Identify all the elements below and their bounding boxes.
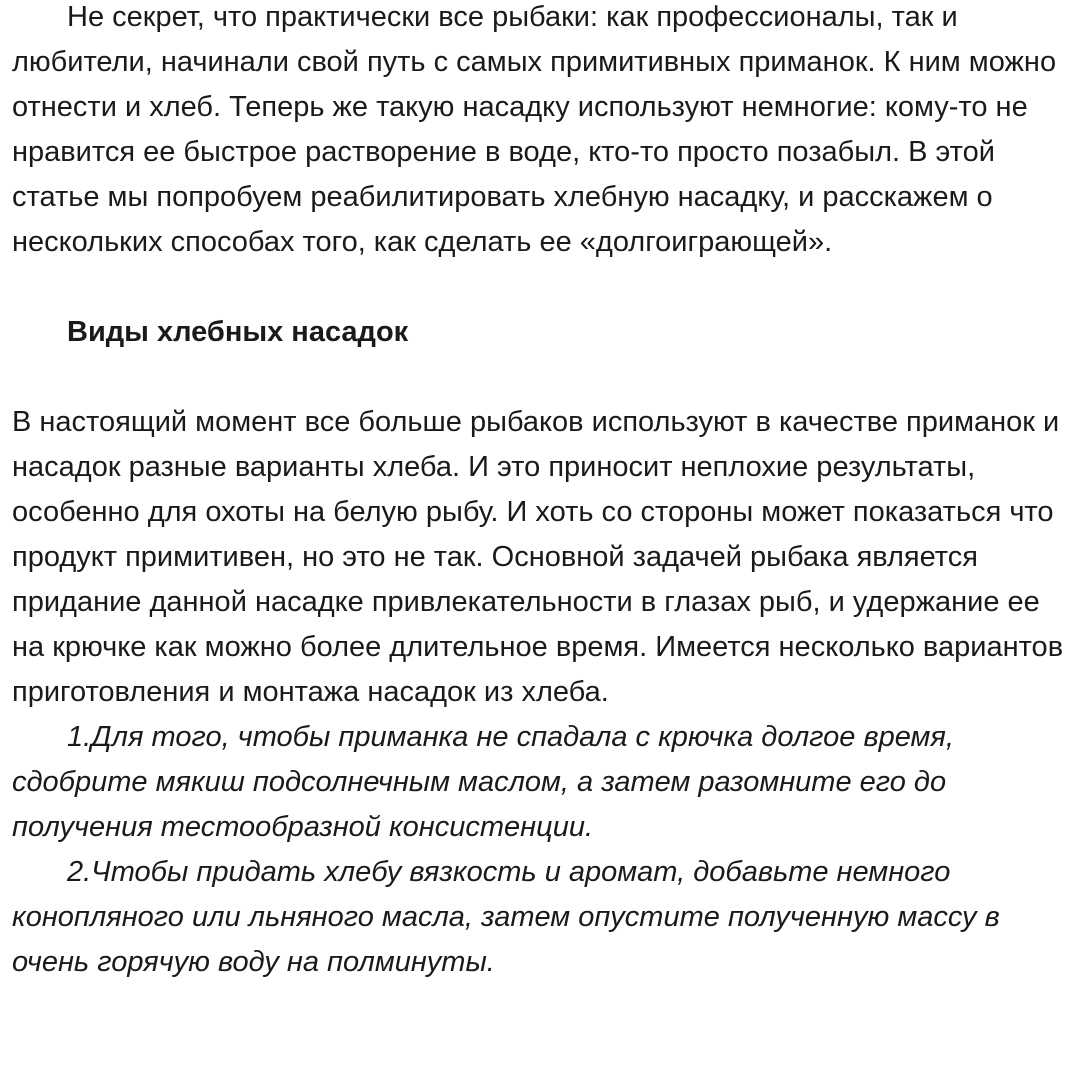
intro-paragraph: Не секрет, что практически все рыбаки: как профессионалы, так и любители, начинали свой путь с самых примитивных приманок. К ним можно отнести и хлеб. Теперь же такую насадку используют немногие: кому-то не нравится ее быстрое растворение в воде, кто-то просто позабыл. В этой статье мы попробуем реабилитировать хлебную насадку, и расскажем о нескольких способах того, как сделать ее «долгоиграющей». (12, 1, 1057, 258)
tip-item: 1.Для того, чтобы приманка не спадала с крючка долгое время, сдобрите мякиш подсолнечным маслом, а затем разомните его до получения тестообразной консистенции. (12, 721, 954, 843)
section-heading: Виды хлебных насадок (67, 316, 409, 348)
tip-item: 2.Чтобы придать хлебу вязкость и аромат, добавьте немного конопляного или льняного масла, затем опустите полученную массу в очень горячую воду на полминуты. (12, 856, 1000, 978)
section-body-paragraph: В настоящий момент все больше рыбаков используют в качестве приманок и насадок разные варианты хлеба. И это приносит неплохие результаты, особенно для охоты на белую рыбу. И хоть со стороны может показаться что продукт примитивен, но это не так. Основной задачей рыбака является придание данной насадке привлекательности в глазах рыб, и удержание ее на крючке как можно более длительное время. Имеется несколько вариантов приготовления и монтажа насадок из хлеба. (12, 406, 1064, 708)
article (12, 0, 1070, 985)
